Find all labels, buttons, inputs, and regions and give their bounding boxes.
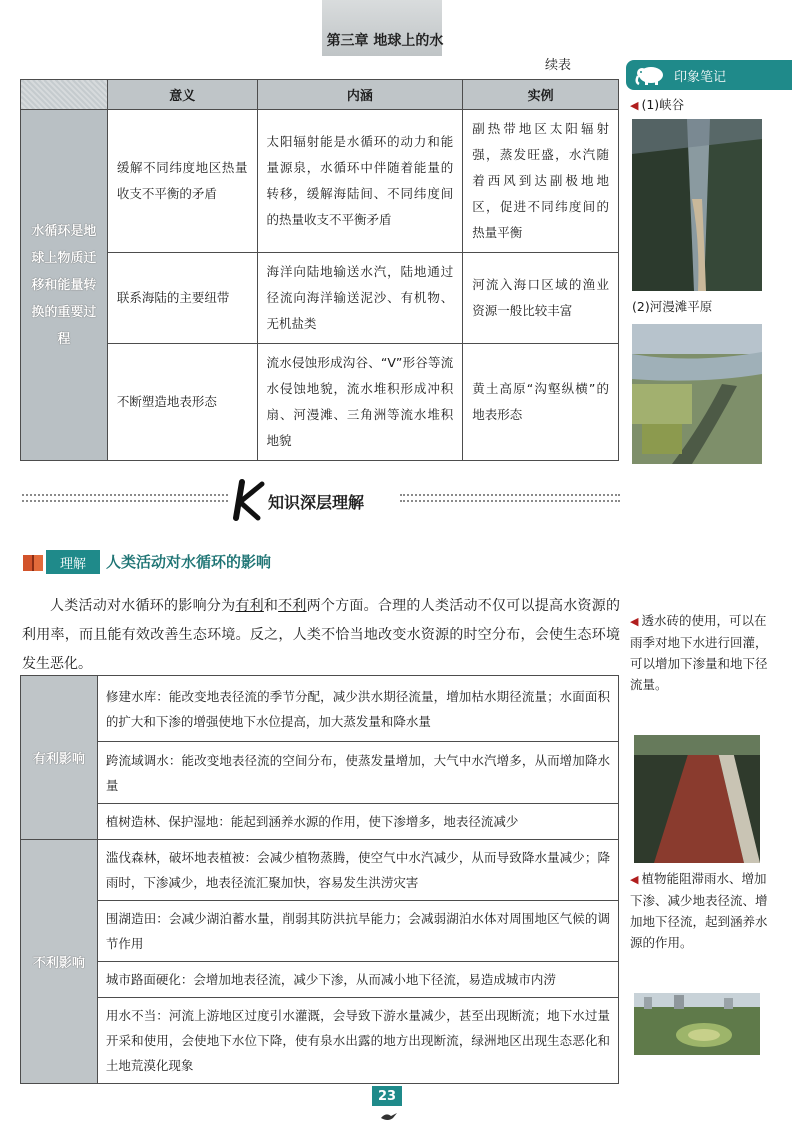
- table-cell: 围湖造田：会减少湖泊蓄水量，削弱其防洪抗旱能力；会减弱湖泊水体对周围地区气候的调节作用: [97, 901, 618, 962]
- triangle-icon: ◀: [630, 99, 639, 112]
- note-permeable-brick: [630, 610, 768, 695]
- subsection-title: 人类活动对水循环的影响: [106, 553, 272, 571]
- park-photo: [634, 993, 760, 1055]
- human-impact-table: [20, 675, 619, 1084]
- section-title: 知识深层理解: [268, 493, 365, 512]
- divider-right: [400, 494, 620, 502]
- book-icon: [22, 553, 44, 573]
- floodplain-photo: [632, 324, 762, 464]
- table-header-blank: [21, 80, 108, 110]
- notes-label-text: 印象笔记: [674, 69, 727, 85]
- note-permeable-brick-text: 透水砖的使用，可以在雨季对地下水进行回灌，可以增加下渗量和地下径流量。: [630, 613, 768, 692]
- table-cell: 不断塑造地表形态: [107, 344, 257, 461]
- table-cell: 黄土高原“沟壑纵横”的地表形态: [463, 344, 619, 461]
- k-letter-icon: [228, 478, 268, 522]
- divider-left: [22, 494, 228, 502]
- table-cell: 联系海陆的主要纽带: [107, 253, 257, 344]
- table-header-example: 实例: [463, 80, 619, 110]
- table-cell: 滥伐森林，破坏地表植被：会减少植物蒸腾，使空气中水汽减少，从而导致降水量减少；降雨时，下渗减少，地表径流汇聚加快，容易发生洪涝灾害: [97, 840, 618, 901]
- table-row-head: 水循环是地球上物质迁移和能量转换的重要过程: [21, 110, 108, 461]
- brick-path-photo: [634, 735, 760, 863]
- para-text: 和: [263, 598, 279, 614]
- continued-label: 续表: [545, 58, 572, 73]
- caption-gorge-text: (1)峡谷: [641, 97, 685, 112]
- water-cycle-table: [20, 79, 619, 461]
- underline-favorable: 有利: [235, 598, 264, 614]
- bird-icon: [380, 1110, 398, 1122]
- caption-gorge: [630, 94, 684, 116]
- elephant-icon: [634, 64, 668, 86]
- unfavorable-head: 不利影响: [21, 840, 98, 1084]
- table-header-content: 内涵: [257, 80, 463, 110]
- table-cell: 海洋向陆地输送水汽，陆地通过径流向海洋输送泥沙、有机物、无机盐类: [257, 253, 463, 344]
- table-cell: 跨流域调水：能改变地表径流的空间分布，使蒸发量增加，大气中水汽增多，从而增加降水量: [97, 742, 618, 804]
- table-cell: 修建水库：能改变地表径流的季节分配，减少洪水期径流量，增加枯水期径流量；水面面积的扩大和下渗的增强使地下水位提高，加大蒸发量和降水量: [97, 676, 618, 742]
- table-header-meaning: 意义: [107, 80, 257, 110]
- gorge-photo: [632, 119, 762, 291]
- para-text: 人类活动对水循环的影响分为: [50, 598, 236, 614]
- table-cell: 太阳辐射能是水循环的动力和能量源泉，水循环中伴随着能量的转移，缓解海陆间、不同纬度间的热量收支不平衡矛盾: [257, 110, 463, 253]
- table-cell: 用水不当：河流上游地区过度引水灌溉，会导致下游水量减少，甚至出现断流；地下水过量开采和使用，会使地下水位下降，使有泉水出露的地方出现断流，绿洲地区出现生态恶化和土地荒漠化现象: [97, 998, 618, 1084]
- table-cell: 流水侵蚀形成沟谷、“V”形谷等流水侵蚀地貌，流水堆积形成冲积扇、河漫滩、三角洲等流水堆积地貌: [257, 344, 463, 461]
- caption-floodplain: (2)河漫滩平原: [632, 299, 713, 314]
- table-cell: 缓解不同纬度地区热量收支不平衡的矛盾: [107, 110, 257, 253]
- table-cell: 副热带地区太阳辐射强，蒸发旺盛，水汽随着西风到达副极地地区，促进不同纬度间的热量平衡: [463, 110, 619, 253]
- para-text: 两个方面。合理的人类活动不仅可以提高水资源的利用率，而且能有效改善生态环境。反之，人类不恰当地改变水资源的时空分布，会使生态环境发生恶化。: [22, 598, 621, 672]
- understand-tag: 理解: [46, 550, 100, 574]
- note-plants: [630, 868, 768, 953]
- favorable-head: 有利影响: [21, 676, 98, 840]
- triangle-icon: ◀: [630, 873, 639, 886]
- page-number: 23: [372, 1086, 402, 1106]
- notes-label: [626, 60, 792, 90]
- table-cell: 城市路面硬化：会增加地表径流，减少下渗，从而减小地下径流，易造成城市内涝: [97, 962, 618, 998]
- table-cell: 植树造林、保护湿地：能起到涵养水源的作用，使下渗增多，地表径流减少: [97, 804, 618, 840]
- chapter-title: 第三章 地球上的水: [326, 33, 444, 49]
- table-cell: 河流入海口区域的渔业资源一般比较丰富: [463, 253, 619, 344]
- intro-paragraph: [22, 592, 620, 679]
- underline-unfavorable: 不利: [278, 598, 307, 614]
- triangle-icon: ◀: [630, 615, 639, 628]
- note-plants-text: 植物能阻滞雨水、增加下渗、减少地表径流、增加地下径流，起到涵养水源的作用。: [630, 871, 768, 950]
